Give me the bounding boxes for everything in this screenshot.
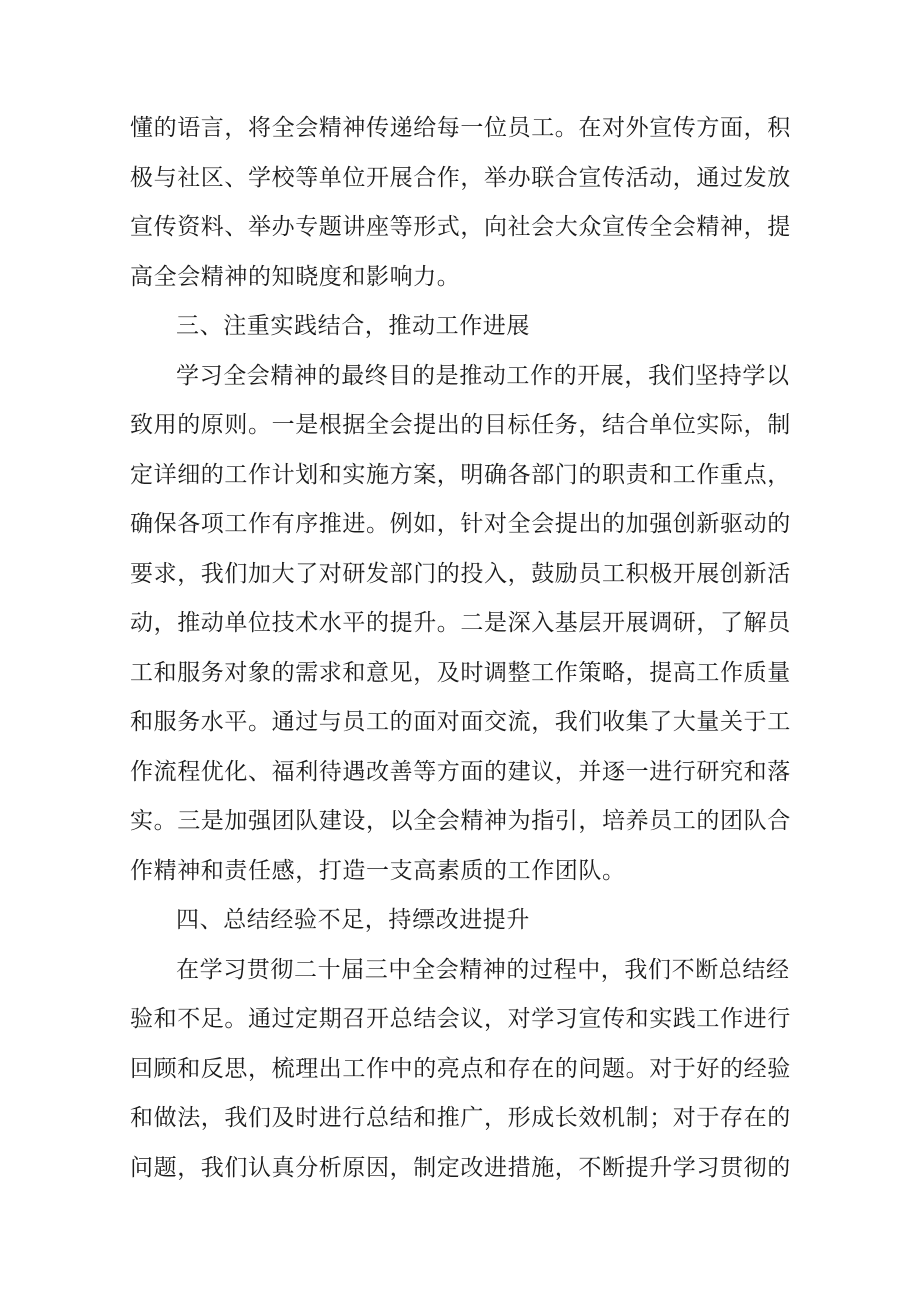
paragraph-line: 回顾和反思，梳理出工作中的亮点和存在的问题。对于好的经验 xyxy=(130,1055,791,1082)
paragraph-line: 致用的原则。一是根据全会提出的目标任务，结合单位实际，制 xyxy=(130,412,791,438)
paragraph-line: 懂的语言，将全会精神传递给每一位员工。在对外宣传方面，积 xyxy=(130,115,791,141)
document-body xyxy=(130,104,790,1193)
paragraph-line: 工和服务对象的需求和意见，及时调整工作策略，提高工作质量 xyxy=(130,659,791,686)
paragraph-line: 要求，我们加大了对研发部门的投入，鼓励员工积极开展创新活 xyxy=(130,560,791,587)
paragraph-line: 实。三是加强团队建设，以全会精神为指引，培养员工的团队合 xyxy=(130,808,791,834)
paragraph-line: 作流程优化、福利待遇改善等方面的建议，并逐一进行研究和落 xyxy=(130,758,791,785)
paragraph-line: 定详细的工作计划和实施方案，明确各部门的职责和工作重点， xyxy=(130,461,791,488)
paragraph-line: 宣传资料、举办专题讲座等形式，向社会大众宣传全会精神，提 xyxy=(130,214,791,240)
paragraph-line: 和服务水平。通过与员工的面对面交流，我们收集了大量关于工 xyxy=(130,709,791,735)
paragraph-line: 动，推动单位技术水平的提升。二是深入基层开展调研，了解员 xyxy=(130,610,791,636)
paragraph-line: 学习全会精神的最终目的是推动工作的开展，我们坚持学以 xyxy=(176,362,790,389)
paragraph-line: 验和不足。通过定期召开总结会议，对学习宣传和实践工作进行 xyxy=(130,1006,791,1032)
paragraph-line: 极与社区、学校等单位开展合作，举办联合宣传活动，通过发放 xyxy=(130,164,791,191)
paragraph-line: 作精神和责任感，打造一支高素质的工作团队。 xyxy=(130,857,626,884)
paragraph-line: 高全会精神的知晓度和影响力。 xyxy=(130,263,461,290)
paragraph-line: 确保各项工作有序推进。例如，针对全会提出的加强创新驱动的 xyxy=(130,511,791,537)
section-heading-3: 三、注重实践结合，推动工作进展 xyxy=(176,313,530,339)
paragraph-line: 问题，我们认真分析原因，制定改进措施，不断提升学习贯彻的 xyxy=(130,1154,791,1181)
paragraph-line: 和做法，我们及时进行总结和推广，形成长效机制；对于存在的 xyxy=(130,1105,791,1131)
section-heading-4: 四、总结经验不足，持缥改进提升 xyxy=(176,907,530,933)
paragraph-line: 在学习贯彻二十届三中全会精神的过程中，我们不断总结经 xyxy=(176,956,790,983)
